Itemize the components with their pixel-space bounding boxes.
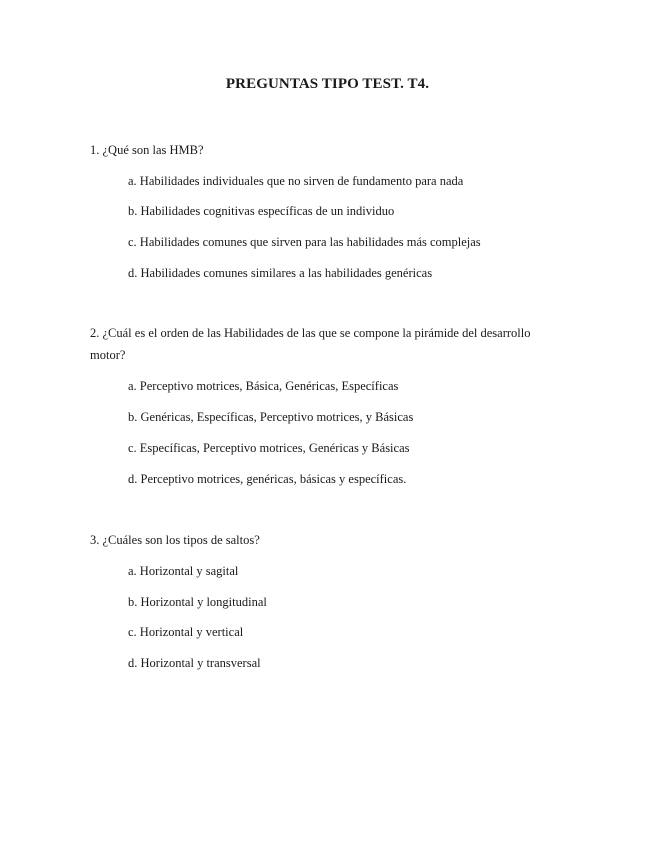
question-2-option-a: a. Perceptivo motrices, Básica, Genéricas, Específicas	[128, 379, 399, 393]
question-3-option-c: c. Horizontal y vertical	[128, 625, 244, 639]
question-2: 2. ¿Cuál es el orden de las Habilidades de las que se compone la pirámide del desarrollo motor?	[90, 326, 531, 362]
question-2-option-b: b. Genéricas, Específicas, Perceptivo motrices, y Básicas	[128, 410, 414, 424]
question-1: 1. ¿Qué son las HMB?	[90, 143, 204, 157]
page-title: PREGUNTAS TIPO TEST. T4.	[225, 76, 430, 92]
question-1-option-d: d. Habilidades comunes similares a las habilidades genéricas	[128, 266, 433, 280]
question-3: 3. ¿Cuáles son los tipos de saltos?	[90, 533, 260, 547]
question-3-option-b: b. Horizontal y longitudinal	[128, 595, 267, 609]
question-1-option-a: a. Habilidades individuales que no sirven de fundamento para nada	[128, 174, 464, 188]
question-2-option-c: c. Específicas, Perceptivo motrices, Genéricas y Básicas	[128, 441, 410, 455]
question-1-option-c: c. Habilidades comunes que sirven para las habilidades más complejas	[128, 235, 481, 249]
question-1-option-b: b. Habilidades cognitivas específicas de un individuo	[128, 204, 395, 218]
question-2-option-d: d. Perceptivo motrices, genéricas, básicas y específicas.	[128, 472, 407, 486]
question-3-option-a: a. Horizontal y sagital	[128, 564, 239, 578]
question-3-option-d: d. Horizontal y transversal	[128, 656, 261, 670]
